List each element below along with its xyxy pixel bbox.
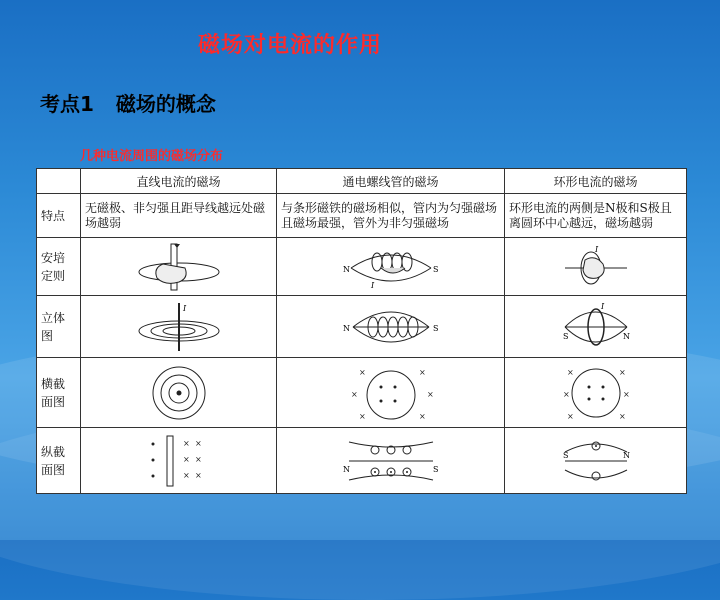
svg-text:×: × [182,454,190,464]
heading-prefix: 考点1 [40,92,94,116]
solenoid-longitudinal-figure [341,432,441,490]
loop-current-cross-section-figure [561,363,631,423]
right-hand-straight-figure [133,242,225,292]
svg-text:×: × [426,389,434,399]
loop-long-north-label: N [622,450,630,460]
svg-text:×: × [194,454,202,464]
straight-current-3d-figure [133,301,225,353]
solenoid-north-label: N [342,264,350,274]
header-loop-current: 环形电流的磁场 [505,169,687,194]
loop-current-longitudinal-figure [561,432,631,490]
cross-section-straight [81,358,277,428]
solenoid-3d-figure [341,301,441,353]
slide-title: 磁场对电流的作用 [197,33,382,58]
loop-3d-north-label: N [622,331,630,341]
svg-text:×: × [618,367,626,377]
svg-text:×: × [418,367,426,377]
heading-text: 磁场的概念 [115,92,216,116]
3d-view-straight [81,296,277,358]
loop-current-3d-figure [561,301,631,353]
solenoid-long-south-label: S [432,464,438,474]
solenoid-current-label: I [370,280,374,290]
header-solenoid: 通电螺线管的磁场 [277,169,505,194]
feature-solenoid: 与条形磁铁的磁场相似，管内为匀强磁场且磁场最强，管外为非匀强磁场 [277,194,505,238]
loop-3d-south-label: S [562,331,568,341]
header-corner [37,169,81,194]
longitudinal-section-straight [81,428,277,494]
ampere-rule-loop [505,238,687,296]
svg-text:×: × [182,470,190,480]
svg-text:×: × [358,367,366,377]
svg-text:×: × [194,470,202,480]
straight-current-cross-section-figure [133,363,225,423]
solenoid-long-north-label: N [342,464,350,474]
svg-text:×: × [182,438,190,448]
feature-straight: 无磁极、非匀强且距导线越远处磁场越弱 [81,194,277,238]
loop-3d-current-label: I [600,301,604,311]
right-hand-solenoid-figure [341,242,441,292]
svg-text:×: × [566,411,574,421]
solenoid-cross-section-figure [341,363,441,423]
right-hand-loop-figure [561,242,631,292]
header-straight-current: 直线电流的磁场 [81,169,277,194]
row-label-ampere-rule: 安培定则 [37,238,81,296]
row-label-3d-view: 立体图 [37,296,81,358]
table-row-3d-view [37,296,687,358]
magnetic-field-table [36,168,687,494]
svg-text:×: × [562,389,570,399]
ampere-rule-straight [81,238,277,296]
solenoid-3d-north-label: N [342,323,350,333]
cross-section-loop [505,358,687,428]
straight-3d-current-label: I [182,303,186,313]
svg-text:×: × [194,438,202,448]
cross-section-solenoid [277,358,505,428]
table-subtitle: 几种电流周围的磁场分布 [80,149,224,164]
svg-text:×: × [618,411,626,421]
table-row-longitudinal-section [37,428,687,494]
solenoid-3d-south-label: S [432,323,438,333]
svg-text:×: × [566,367,574,377]
ampere-rule-solenoid [277,238,505,296]
svg-text:×: × [418,411,426,421]
3d-view-solenoid [277,296,505,358]
row-label-longitudinal-section: 纵截面图 [37,428,81,494]
3d-view-loop [505,296,687,358]
table-row-cross-section [37,358,687,428]
row-label-cross-section: 横截面图 [37,358,81,428]
straight-current-longitudinal-figure [133,432,225,490]
longitudinal-section-loop [505,428,687,494]
table-header-row [37,169,687,194]
loop-current-label: I [594,244,598,254]
solenoid-south-label: S [432,264,438,274]
section-heading [40,88,216,117]
table-row-features [37,194,687,238]
feature-loop: 环形电流的两侧是N极和S极且离圆环中心越远，磁场越弱 [505,194,687,238]
loop-long-south-label: S [562,450,568,460]
svg-text:×: × [622,389,630,399]
longitudinal-section-solenoid [277,428,505,494]
table-row-ampere-rule [37,238,687,296]
svg-text:×: × [350,389,358,399]
svg-text:×: × [358,411,366,421]
row-label-features: 特点 [37,194,81,238]
